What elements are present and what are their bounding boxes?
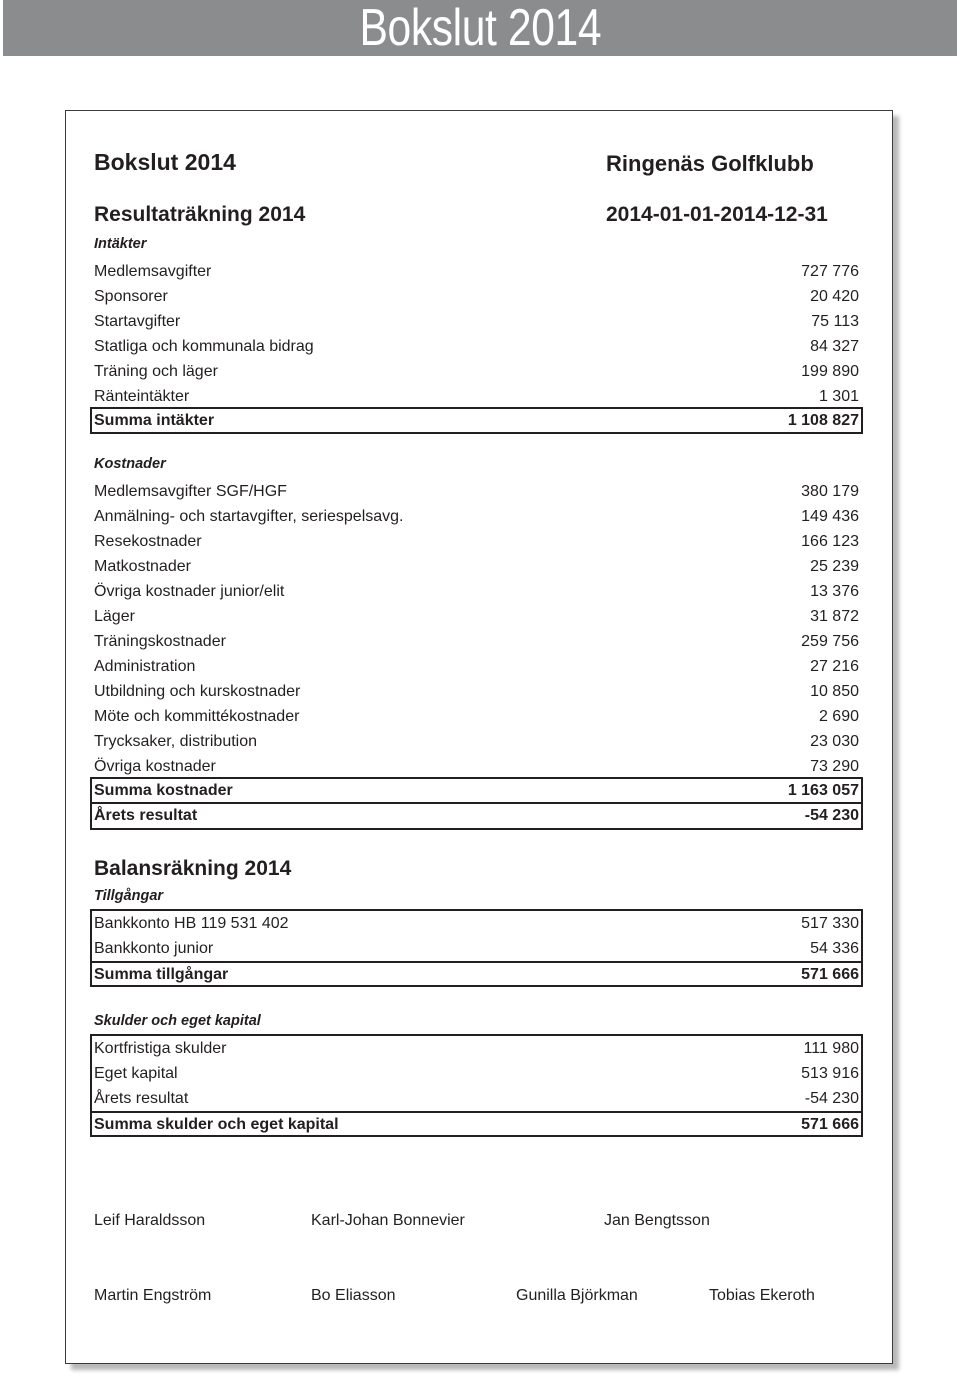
- liabilities-heading: Skulder och eget kapital: [94, 1013, 261, 1029]
- table-row: [90, 604, 863, 629]
- table-row: [90, 309, 863, 334]
- row-value: 513 916: [801, 1065, 859, 1082]
- club-name: Ringenäs Golfklubb: [606, 151, 814, 176]
- row-value: 54 336: [810, 940, 859, 957]
- row-value: 149 436: [801, 508, 859, 525]
- table-row: [90, 654, 863, 679]
- signature-name: Karl-Johan Bonnevier: [311, 1212, 465, 1229]
- row-label: Statliga och kommunala bidrag: [94, 338, 314, 355]
- table-row: [90, 504, 863, 529]
- row-label: Trycksaker, distribution: [94, 733, 258, 750]
- costs-heading: Kostnader: [94, 456, 166, 472]
- row-value: 259 756: [801, 633, 859, 650]
- row-label: Matkostnader: [94, 558, 191, 575]
- row-label: Träning och läger: [94, 363, 218, 380]
- row-label: Anmälning- och startavgifter, seriespelsavg.: [94, 508, 404, 525]
- row-value: 84 327: [810, 338, 859, 355]
- table-row: [90, 911, 863, 936]
- table-row: [90, 1061, 863, 1086]
- assets-total-row: [90, 961, 863, 987]
- result-label: Årets resultat: [94, 807, 198, 824]
- row-label: Medlemsavgifter SGF/HGF: [94, 483, 287, 500]
- row-label: Bankkonto HB 119 531 402: [94, 915, 289, 932]
- row-label: Möte och kommittékostnader: [94, 708, 300, 725]
- costs-total-row: [90, 777, 863, 804]
- table-row: [90, 704, 863, 729]
- total-value: 1 163 057: [787, 782, 859, 799]
- row-value: 111 980: [803, 1040, 859, 1057]
- table-row: [90, 1086, 863, 1111]
- signature-name: Gunilla Björkman: [516, 1287, 638, 1304]
- row-label: Övriga kostnader junior/elit: [94, 583, 285, 600]
- row-label: Resekostnader: [94, 533, 202, 550]
- table-row: [90, 479, 863, 504]
- row-label: Övriga kostnader: [94, 758, 216, 775]
- row-value: 13 376: [810, 583, 859, 600]
- table-row: [90, 529, 863, 554]
- row-label: Ränteintäkter: [94, 388, 190, 405]
- table-row: [90, 259, 863, 284]
- result-row: [90, 804, 863, 830]
- table-row: [90, 754, 863, 779]
- table-row: [90, 679, 863, 704]
- table-row: [90, 1036, 863, 1061]
- row-label: Utbildning och kurskostnader: [94, 683, 301, 700]
- banner: [3, 0, 957, 56]
- income-heading: Intäkter: [94, 236, 147, 252]
- table-row: [90, 284, 863, 309]
- row-value: 75 113: [811, 313, 859, 330]
- liabilities-total-row: [90, 1111, 863, 1137]
- row-label: Administration: [94, 658, 196, 675]
- row-value: -54 230: [804, 1090, 859, 1107]
- table-row: [90, 579, 863, 604]
- row-label: Medlemsavgifter: [94, 263, 212, 280]
- row-label: Kortfristiga skulder: [94, 1040, 227, 1057]
- total-label: Summa kostnader: [94, 782, 233, 799]
- total-value: 571 666: [801, 1116, 859, 1133]
- balance-title: Balansräkning 2014: [94, 857, 292, 880]
- row-value: 2 690: [818, 708, 859, 725]
- report-page: [65, 110, 893, 1364]
- total-value: 571 666: [801, 966, 859, 983]
- signature-name: Jan Bengtsson: [604, 1212, 710, 1229]
- row-label: Träningskostnader: [94, 633, 226, 650]
- total-label: Summa skulder och eget kapital: [94, 1116, 339, 1133]
- total-value: 1 108 827: [787, 412, 859, 429]
- signature-name: Martin Engström: [94, 1287, 212, 1304]
- row-value: 31 872: [810, 608, 859, 625]
- document-title: Bokslut 2014: [94, 149, 236, 175]
- row-label: Läger: [94, 608, 135, 625]
- row-value: 166 123: [801, 533, 859, 550]
- row-value: 727 776: [801, 263, 859, 280]
- report-title: Resultaträkning 2014: [94, 203, 306, 226]
- row-value: 25 239: [810, 558, 859, 575]
- row-label: Bankkonto junior: [94, 940, 214, 957]
- row-label: Sponsorer: [94, 288, 168, 305]
- assets-heading: Tillgångar: [94, 888, 164, 904]
- signature-name: Tobias Ekeroth: [709, 1287, 815, 1304]
- total-label: Summa tillgångar: [94, 966, 229, 983]
- row-value: 380 179: [801, 483, 859, 500]
- row-value: 27 216: [810, 658, 859, 675]
- row-value: 23 030: [810, 733, 859, 750]
- signature-name: Bo Eliasson: [311, 1287, 396, 1304]
- row-value: 73 290: [810, 758, 859, 775]
- table-row: [90, 384, 863, 409]
- total-label: Summa intäkter: [94, 412, 215, 429]
- table-row: [90, 936, 863, 961]
- table-row: [90, 359, 863, 384]
- row-label: Eget kapital: [94, 1065, 178, 1082]
- row-value: 20 420: [810, 288, 859, 305]
- row-value: 10 850: [810, 683, 859, 700]
- table-row: [90, 554, 863, 579]
- income-total-row: [90, 407, 863, 434]
- row-value: 199 890: [801, 363, 859, 380]
- table-row: [90, 729, 863, 754]
- signature-name: Leif Haraldsson: [94, 1212, 206, 1229]
- result-value: -54 230: [804, 807, 859, 824]
- banner-title: Bokslut 2014: [359, 0, 601, 57]
- table-row: [90, 629, 863, 654]
- table-row: [90, 334, 863, 359]
- row-label: Startavgifter: [94, 313, 181, 330]
- row-label: Årets resultat: [94, 1090, 189, 1107]
- report-period: 2014-01-01-2014-12-31: [606, 203, 828, 226]
- row-value: 517 330: [801, 915, 859, 932]
- row-value: 1 301: [818, 388, 859, 405]
